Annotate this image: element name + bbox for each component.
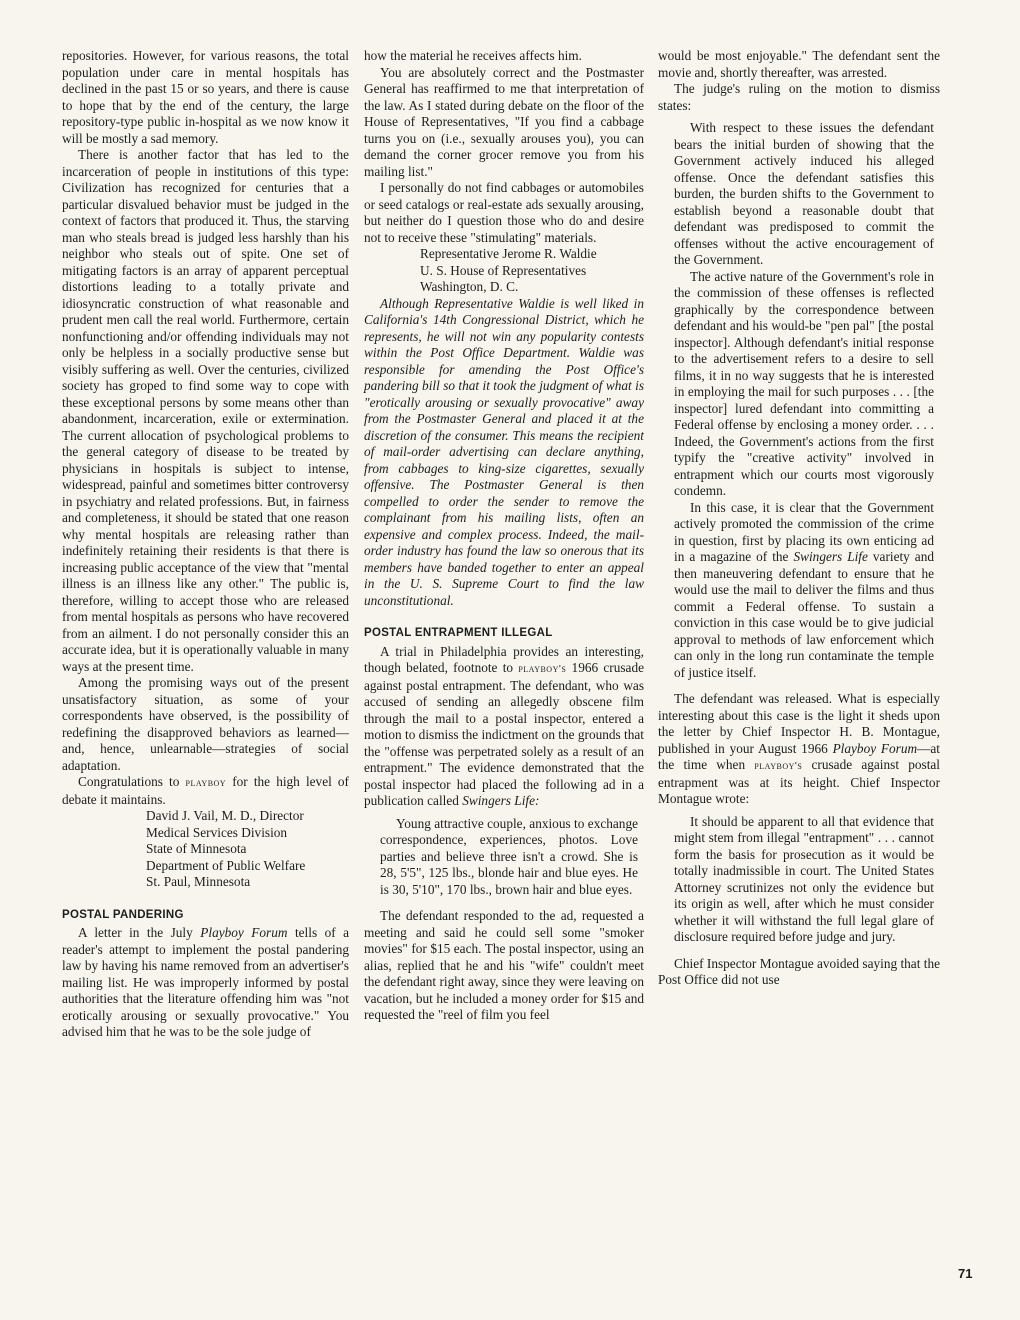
editor-response: Although Representative Waldie is well liked in California's 14th Congressional District, which he represents, he will not win any popularity contests within the Post Office Department. Waldie was responsible for amending the Post Office's pandering bill so that it took the judgment of what is "erotically arousing or sexually provocative" away from the Postmaster General and placed it at the discretion of the consumer. This means the recipient of mail-order advertising can declare anything, from cabbages to king-size cigarettes, sexually offensive. The Postmaster General is then compelled to order the sender to remove the complainant from his mailing lists, often an expensive and complex process. Indeed, the mail-order industry has found the law so onerous that its members have banded together to enter an appeal in the U. S. Supreme Court to find the law unconstitutional. xyxy=(364,295,644,608)
publication-title: Swingers Life xyxy=(793,549,868,564)
quote-text xyxy=(674,500,934,682)
text-run: In this case, it is clear that the Government actively promoted the commission of the crime in question, first by placing its own enticing ad in a magazine of the xyxy=(674,499,934,564)
paragraph xyxy=(658,691,940,808)
paragraph: I personally do not find cabbages or automobiles or seed catalogs or real-estate ads sexually arousing, but neither do I question those who do and desire not to receive these "stimulating" materials. xyxy=(364,180,644,245)
text-run: A trial in Philadelphia provides an interesting, though belated, footnote to xyxy=(364,643,644,675)
quoted-ad xyxy=(380,816,638,899)
publication-title: Playboy Forum xyxy=(832,740,918,756)
court-ruling-quote xyxy=(674,120,934,681)
section-heading: POSTAL ENTRAPMENT ILLEGAL xyxy=(364,627,553,639)
paragraph: You are absolutely correct and the Postmaster General has reaffirmed to me that interpretation of the law. As I stated during debate on the floor of the House of Representatives, "If you find a cabbage turns you on (i.e., sexually arouses you), you can demand the corner grocer remove you from his mailing list." xyxy=(364,64,644,179)
signature-line: David J. Vail, M. D., Director xyxy=(146,808,304,823)
column-3 xyxy=(658,48,940,989)
quote-text: The active nature of the Government's role in the commission of these offenses is reflected graphically by the correspondence between defendant and his would-be "pen pal" [the postal inspector]. Although defendant's initial response to the advertisement refers to a desire to sell films, it in no way suggests that he is interested in employing the mail for such purposes . . . [the inspector] lured defendant into committing a Federal offense by enclosing a money order. . . . Indeed, the Government's actions from the first typify the "creative activity" involved in entrapment which our courts most vigorously condemn. xyxy=(674,268,934,498)
signature-block xyxy=(62,808,349,891)
paragraph xyxy=(62,774,349,808)
paragraph: repositories. However, for various reasons, the total population under care in mental hospitals has declined in the past 15 or so years, and there is cause to hope that by the end of the century, the large repository-type public in-hospital as we now know it will be mostly a sad memory. xyxy=(62,48,349,146)
column-2 xyxy=(364,48,644,1024)
quote-text: With respect to these issues the defendant bears the initial burden of showing that the Government actively induced his alleged offense. Once the defendant satisfies this burden, the burden shifts to the Government to establish beyond a reasonable doubt that defendant was predisposed to commit the offenses without the active encouragement of the Government. xyxy=(674,120,934,267)
text-run: variety and then maneuvering defendant to ensure that he would use the mail to deliver the films and thus commit a Federal offense. To sustain a conviction in this case would be to give judicial approval to methods of law enforcement which can only in the long run contaminate the temple of justice itself. xyxy=(674,549,934,680)
playboy-wordmark: playboy's xyxy=(518,663,567,675)
publication-title: Playboy Forum xyxy=(200,925,288,940)
quote-text: Young attractive couple, anxious to exchange correspondence, experiences, photos. Love parties and believe three isn't a crowd. She is 28, 5'5", 125 lbs., blonde hair and blue eyes. He is 30, 5'10", 170 lbs., brown hair and blue eyes. xyxy=(380,815,638,897)
signature-block xyxy=(364,246,644,296)
paragraph xyxy=(364,644,644,810)
text-run: Congratulations to xyxy=(78,774,180,789)
signature-line: Department of Public Welfare xyxy=(146,857,306,873)
signature-line: Medical Services Division xyxy=(146,824,288,840)
signature-line: State of Minnesota xyxy=(146,841,247,856)
paragraph: The judge's ruling on the motion to dismiss states: xyxy=(658,81,940,113)
playboy-wordmark: playboy's xyxy=(754,760,803,772)
text-run: 1966 crusade against postal entrapment. The defendant, who was accused of sending an allegedly obscene film through the mail to a postal inspector, entered a motion to dismiss the indictment on the grounds that the "offense was perpetrated solely as a result of an entrapment." The evidence demonstrated that the postal inspector had placed the following ad in a publication called xyxy=(364,660,644,808)
text-run: A letter in the July xyxy=(78,925,193,940)
text-run: —at the time when xyxy=(658,740,941,772)
paragraph xyxy=(62,925,349,1041)
text-run: crusade against postal entrapment was at its height. Chief Inspector Montague wrote: xyxy=(658,757,940,806)
inspector-quote xyxy=(674,814,934,946)
text-run: The defendant was released. What is especially interesting about this case is the light it sheds upon the letter by Chief Inspector H. B. Montague, published in your August 1966 xyxy=(658,691,940,756)
paragraph: The defendant responded to the ad, requested a meeting and said he could sell some "smoker movies" for $15 each. The postal inspector, using an alias, replied that he and his "wife" couldn't meet the defendant right away, since they were leaving on vacation, but he included a money order for $15 and requested the "reel of film you feel xyxy=(364,908,644,1022)
paragraph: Among the promising ways out of the present unsatisfactory situation, as some of your correspondents have observed, is the possibility of redefining the disapproved behaviors as learned—and, hence, unlearnable—strategies of social adaptation. xyxy=(62,675,349,773)
signature-line: Washington, D. C. xyxy=(420,279,519,294)
playboy-wordmark: playboy xyxy=(185,777,227,789)
page-number: 71 xyxy=(958,1266,973,1281)
column-1 xyxy=(62,48,349,1041)
publication-title: Swingers Life: xyxy=(462,793,540,808)
quote-text: It should be apparent to all that evidence that might stem from illegal "entrapment" . . . cannot form the basis for prosecution as it would be totally inadmissible in court. The United States Attorney scrutinizes not only the evidence but its origin as well, after which he must consider whether it will withstand the full legal glare of disclosure required before judge and jury. xyxy=(674,813,934,944)
text-run: tells of a reader's attempt to implement the postal pandering law by having his name removed from an advertiser's mailing list. He was improperly informed by postal authorities that the literature offending him was "not erotically arousing or sexually provocative." You advised him that he was to be the sole judge of xyxy=(62,925,350,1039)
paragraph: There is another factor that has led to the incarceration of people in institutions of this type: Civilization has recognized for centuries that a particular disvalued behavior must be judged in the context of factors that produced it. Thus, the starving man who steals bread is judged less harshly than his neighbor who steals out of spite. One set of mitigating factors is an array of apparent perceptual distortions leading to a totally private and idiosyncratic construction of what reasonable and prudent men call the real world. Furthermore, certain nonfunctioning and/or offending individuals may not only be helpless in a socially productive sense but visibly suffering as well. Over the centuries, civilized society has groped to find some way to cope with these exceptional persons by some means other than abandonment, incarceration, exile or extermination. The current allocation of psychological problems to the general category of disease to be treated by physicians in hospitals is subject to intense, widespread, painful and sometimes bitter controversy in psychiatry and related professions. But, in fairness and completeness, it should be stated that one reason why mental hospitals are releasing rather than indefinitely retaining their residents is that there is increasing public acceptance of the view that "mental illness is an illness like any other." The public is, therefore, willing to accept those who are released from mental hospitals as persons who have recovered from an ailment. I do not personally consider this an accurate idea, but it is operationally valuable in many ways at the present time. xyxy=(62,147,349,674)
text-run: for the high level of debate it maintains. xyxy=(62,774,349,807)
signature-line: U. S. House of Representatives xyxy=(420,262,587,278)
paragraph: Chief Inspector Montague avoided saying that the Post Office did not use xyxy=(658,955,940,987)
section-heading: POSTAL PANDERING xyxy=(62,908,184,921)
paragraph: how the material he receives affects him. xyxy=(364,48,582,63)
signature-line: St. Paul, Minnesota xyxy=(146,874,251,889)
signature-line: Representative Jerome R. Waldie xyxy=(420,246,597,261)
paragraph: would be most enjoyable." The defendant sent the movie and, shortly thereafter, was arrested. xyxy=(658,48,940,80)
